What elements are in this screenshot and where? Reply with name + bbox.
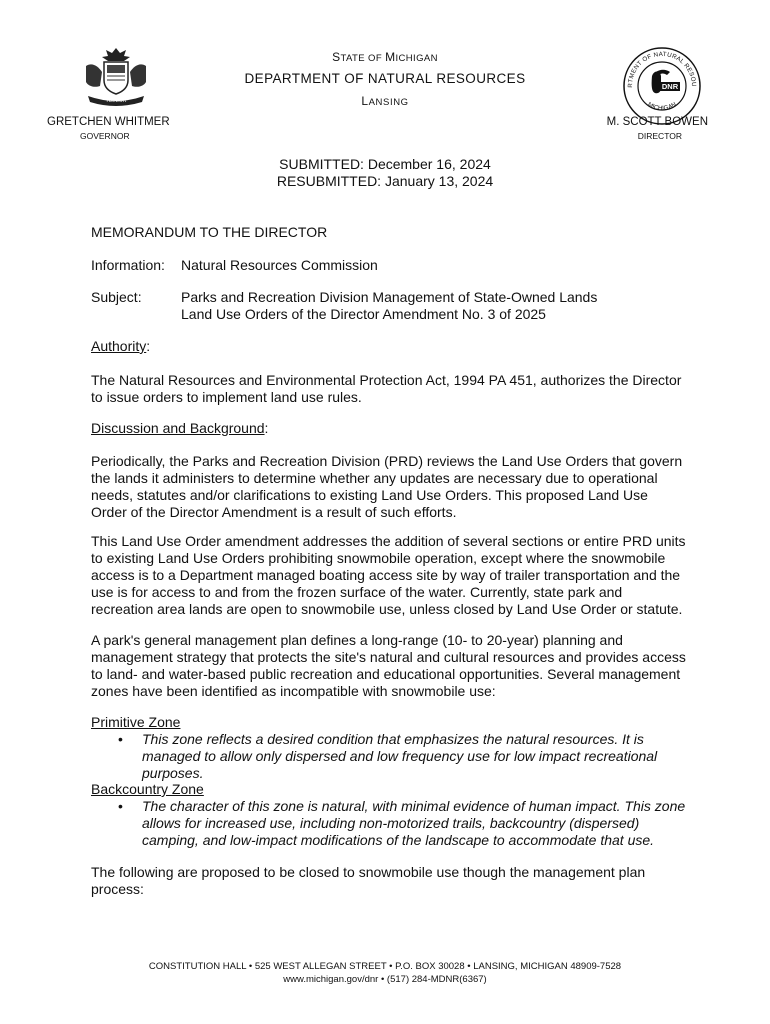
- paragraph-line: management strategy that protects the site's natural and cultural resources and provides access: [91, 649, 686, 665]
- director-name: M. SCOTT BOWEN: [606, 116, 708, 128]
- bullet-marker: •: [118, 731, 123, 747]
- letterhead-department: DEPARTMENT OF NATURAL RESOURCES: [244, 71, 526, 86]
- bullet-line: managed to allow only dispersed and low frequency use for low impact recreational: [142, 748, 658, 764]
- information-label: Information:: [91, 257, 165, 273]
- paragraph-line: recreation area lands are open to snowmobile use, unless closed by Land Use Order or statute.: [91, 601, 683, 617]
- bullet-line: camping, and low-impact modifications of the landscape to accommodate that use.: [142, 832, 655, 848]
- director-title: DIRECTOR: [637, 131, 682, 141]
- paragraph-line: This Land Use Order amendment addresses the addition of several sections or entire PRD units: [91, 533, 686, 549]
- paragraph-line: process:: [91, 881, 144, 897]
- backcountry-zone-description: [142, 798, 722, 849]
- paragraph-line: Periodically, the Parks and Recreation Division (PRD) reviews the Land Use Orders that govern: [91, 453, 683, 469]
- bullet-line: The character of this zone is natural, with minimal evidence of human impact. This zone: [142, 798, 686, 814]
- footer-contact: www.michigan.gov/dnr • (517) 284-MDNR(6367): [283, 974, 487, 985]
- discussion-paragraph-1: [91, 453, 711, 521]
- svg-text:DNR: DNR: [661, 82, 679, 91]
- svg-text:TUEBOR: TUEBOR: [105, 98, 127, 104]
- paragraph-line: to existing Land Use Orders prohibiting snowmobile operation, except where the snowmobile: [91, 550, 666, 566]
- bullet-line: This zone reflects a desired condition that emphasizes the natural resources. It is: [142, 731, 644, 747]
- paragraph-line: zones have been identified as incompatible with snowmobile use:: [91, 683, 496, 699]
- closing-paragraph: [91, 864, 711, 898]
- svg-text:MICHIGAN: MICHIGAN: [646, 101, 678, 113]
- bullet-line: purposes.: [142, 765, 204, 781]
- paragraph-line: Order of the Director Amendment is a result of such efforts.: [91, 504, 457, 520]
- resubmitted-date: RESUBMITTED: January 13, 2024: [276, 173, 494, 189]
- subject-line: Parks and Recreation Division Management of State-Owned Lands: [181, 289, 598, 305]
- bullet-line: allows for increased use, including non-motorized trails, backcountry (dispersed): [142, 815, 640, 831]
- subject-label: Subject:: [91, 289, 142, 305]
- submission-dates: [0, 156, 770, 190]
- paragraph-line: to land- and water-based public recreation and educational opportunities. Several management: [91, 666, 681, 682]
- discussion-paragraph-2: [91, 533, 711, 618]
- backcountry-zone-heading: Backcountry Zone: [91, 781, 204, 797]
- paragraph-line: A park's general management plan defines a long-range (10- to 20-year) planning and: [91, 632, 623, 648]
- paragraph-line: to issue orders to implement land use rules.: [91, 389, 362, 405]
- subject-value: [181, 289, 597, 323]
- governor-name: GRETCHEN WHITMER: [47, 116, 170, 128]
- letterhead-city: LANSING: [361, 94, 409, 108]
- primitive-zone-description: [142, 731, 712, 782]
- subject-line: Land Use Orders of the Director Amendment No. 3 of 2025: [181, 306, 546, 322]
- memo-heading: MEMORANDUM TO THE DIRECTOR: [91, 224, 328, 240]
- discussion-paragraph-3: [91, 632, 711, 700]
- discussion-heading: Discussion and Background:: [91, 420, 269, 436]
- primitive-zone-heading: Primitive Zone: [91, 714, 181, 730]
- svg-text:DEPARTMENT OF NATURAL RESOURCE: RTMENT OF NATURAL RESOU: [626, 50, 698, 88]
- footer-address: CONSTITUTION HALL • 525 WEST ALLEGAN STREET • P.O. BOX 30028 • LANSING, MICHIGAN 48909-7528: [148, 961, 622, 972]
- paragraph-line: access is to a Department managed boating access site by way of trailer transportation and the: [91, 567, 681, 583]
- paragraph-line: The following are proposed to be closed to snowmobile use though the management plan: [91, 864, 646, 880]
- authority-paragraph: [91, 372, 711, 406]
- paragraph-line: needs, statutes and/or clarifications to existing Land Use Orders. This proposed Land Use: [91, 487, 648, 503]
- letterhead-state: STATE OF MICHIGAN: [332, 50, 438, 64]
- paragraph-line: the lands it administers to determine whether any updates are necessary due to operational: [91, 470, 658, 486]
- paragraph-line: The Natural Resources and Environmental Protection Act, 1994 PA 451, authorizes the Director: [91, 372, 682, 388]
- information-value: Natural Resources Commission: [181, 257, 378, 273]
- bullet-marker: •: [118, 798, 123, 814]
- submitted-date: SUBMITTED: December 16, 2024: [279, 156, 491, 172]
- authority-heading: Authority:: [91, 338, 151, 354]
- paragraph-line: use is for access to and from the frozen surface of the water. Currently, state park and: [91, 584, 623, 600]
- governor-title: GOVERNOR: [80, 131, 130, 141]
